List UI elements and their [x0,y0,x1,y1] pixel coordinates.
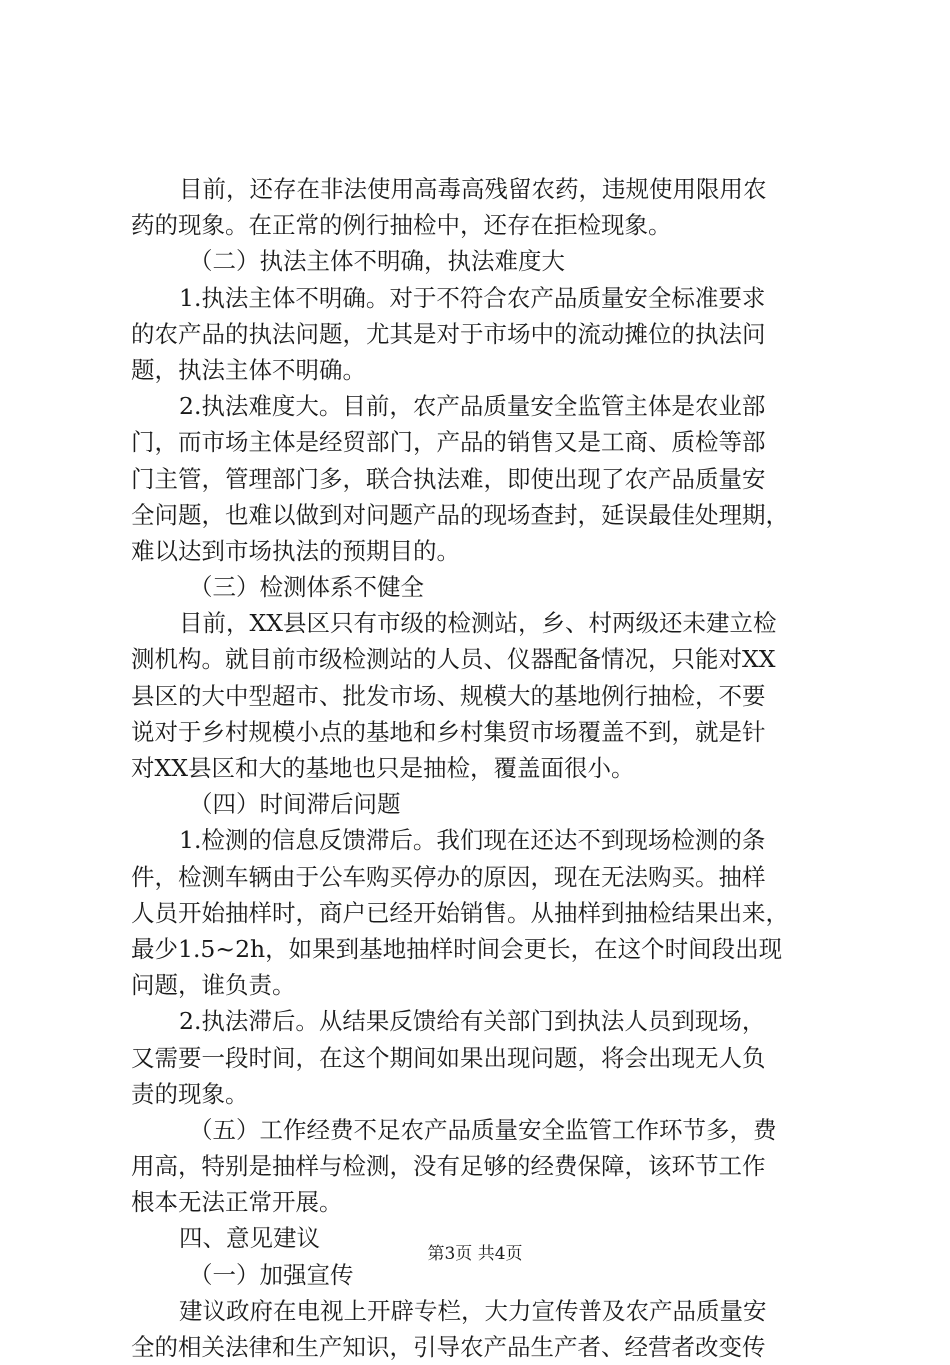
text-line: 目前，还存在非法使用高毒高残留农药，违规使用限用农 [179,175,767,203]
page-number-footer: 第3页 共4页 [427,1244,523,1264]
text-line: （三）检测体系不健全 [189,573,424,602]
text-line: 2.执法难度大。目前，农产品质量安全监管主体是农业部 [179,392,766,421]
text-line: 全问题，也难以做到对问题产品的现场查封，延误最佳处理期， [131,500,789,529]
text-line: 县区的大中型超市、批发市场、规模大的基地例行抽检，不要 [131,681,766,710]
text-line: 的农产品的执法问题，尤其是对于市场中的流动摊位的执法问 [131,319,766,348]
text-line: 问题，谁负责。 [131,971,296,1000]
text-line: 根本无法正常开展。 [131,1188,343,1217]
text-line: 件，检测车辆由于公车购买停办的原因，现在无法购买。抽样 [131,862,766,891]
text-line: 题，执法主体不明确。 [131,355,366,384]
text-line: 1.执法主体不明确。对于不符合农产品质量安全标准要求 [179,283,766,312]
text-line: 责的现象。 [131,1079,249,1108]
text-line: 又需要一段时间，在这个期间如果出现问题，将会出现无人负 [131,1043,766,1072]
text-line: 门主管，管理部门多，联合执法难，即使出现了农产品质量安 [131,464,766,493]
text-line: 建议政府在电视上开辟专栏，大力宣传普及农产品质量安 [179,1296,767,1325]
text-line: 用高，特别是抽样与检测，没有足够的经费保障，该环节工作 [131,1152,766,1181]
document-body [131,171,831,1365]
text-line: 最少1.5~2h，如果到基地抽样时间会更长，在这个时间段出现 [131,934,783,963]
text-line: 药的现象。在正常的例行抽检中，还存在拒检现象。 [131,211,672,240]
text-line: （一）加强宣传 [189,1260,354,1289]
text-line: 人员开始抽样时，商户已经开始销售。从抽样到抽检结果出来， [131,898,789,927]
text-line: 难以达到市场执法的预期目的。 [131,536,460,565]
text-line: （四）时间滞后问题 [189,790,401,819]
text-line: 测机构。就目前市级检测站的人员、仪器配备情况，只能对XX [131,645,776,674]
text-line: 门，而市场主体是经贸部门，产品的销售又是工商、质检等部 [131,428,766,457]
text-line: 目前，XX县区只有市级的检测站，乡、村两级还未建立检 [179,609,777,638]
text-line: 全的相关法律和生产知识，引导农产品生产者、经营者改变传 [131,1333,766,1361]
text-line: 1.检测的信息反馈滞后。我们现在还达不到现场检测的条 [179,826,766,855]
text-line: （五）工作经费不足农产品质量安全监管工作环节多，费 [189,1115,777,1144]
text-line: 对XX县区和大的基地也只是抽检，覆盖面很小。 [131,754,635,782]
text-line: 说对于乡村规模小点的基地和乡村集贸市场覆盖不到，就是针 [131,717,766,746]
text-line: 四、意见建议 [179,1224,320,1253]
text-line: （二）执法主体不明确，执法难度大 [189,247,565,276]
text-line: 2.执法滞后。从结果反馈给有关部门到执法人员到现场， [179,1007,766,1036]
